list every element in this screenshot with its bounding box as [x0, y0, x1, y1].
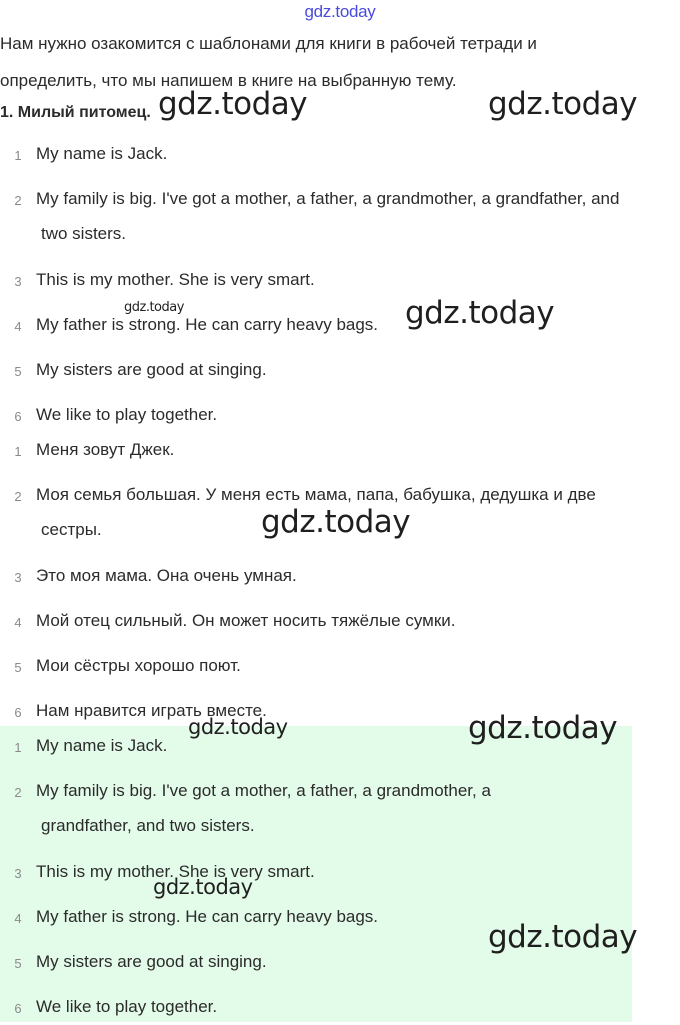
- line-text: Моя семья большая. У меня есть мама, папа, бабушка, дедушка и две: [36, 485, 596, 504]
- line-number: 1: [14, 444, 22, 459]
- list-item: [0, 313, 680, 343]
- site-header-link[interactable]: gdz.today: [304, 2, 376, 21]
- line-text: My family is big. I've got a mother, a father, a grandmother, a: [36, 781, 491, 800]
- line-number: 1: [14, 148, 22, 163]
- line-text: Нам нравится играть вместе.: [36, 701, 267, 720]
- line-continuation: сестры.: [41, 520, 102, 539]
- line-text: My sisters are good at singing.: [36, 952, 267, 971]
- list-item: [0, 564, 680, 594]
- line-text: My sisters are good at singing.: [36, 360, 267, 379]
- line-number: 6: [14, 705, 22, 720]
- line-number: 2: [14, 785, 22, 800]
- line-continuation: two sisters.: [41, 224, 127, 243]
- watermark: gdz.today: [158, 86, 308, 122]
- watermark: gdz.today: [488, 86, 638, 122]
- line-number: 5: [14, 364, 22, 379]
- line-number: 6: [14, 1001, 22, 1016]
- list-item: [0, 438, 680, 468]
- line-text: Мои сёстры хорошо поют.: [36, 656, 241, 675]
- line-number: 4: [14, 615, 22, 630]
- list-item: [0, 779, 680, 809]
- line-text: Это моя мама. Она очень умная.: [36, 566, 297, 585]
- line-continuation: grandfather, and two sisters.: [41, 816, 255, 835]
- line-text: My family is big. I've got a mother, a father, a grandmother, a grandfather, and: [36, 189, 620, 208]
- list-item: [0, 995, 680, 1025]
- intro-line-1: Нам нужно озакомится с шаблонами для книги в рабочей тетради и: [0, 34, 537, 53]
- line-text: My name is Jack.: [36, 144, 168, 163]
- line-number: 5: [14, 660, 22, 675]
- line-number: 2: [14, 489, 22, 504]
- watermark: gdz.today: [488, 919, 638, 955]
- line-text: My name is Jack.: [36, 736, 168, 755]
- line-number: 3: [14, 570, 22, 585]
- watermark: gdz.today: [153, 875, 253, 899]
- line-number: 3: [14, 866, 22, 881]
- list-item: [0, 268, 680, 298]
- line-number: 3: [14, 274, 22, 289]
- line-number: 6: [14, 409, 22, 424]
- intro-line-2: определить, что мы напишем в книге на выбранную тему.: [0, 71, 457, 90]
- line-number: 4: [14, 319, 22, 334]
- line-text: This is my mother. She is very smart.: [36, 862, 315, 881]
- line-text: Меня зовут Джек.: [36, 440, 175, 459]
- line-number: 4: [14, 911, 22, 926]
- line-text: We like to play together.: [36, 405, 218, 424]
- watermark: gdz.today: [261, 504, 411, 540]
- watermark: gdz.today: [188, 715, 288, 739]
- list-item: [0, 358, 680, 388]
- list-item: [0, 187, 680, 217]
- watermark: gdz.today: [468, 710, 618, 746]
- watermark: gdz.today: [405, 295, 555, 331]
- list-item: [0, 403, 680, 433]
- list-item: [0, 142, 680, 172]
- section-heading: 1. Милый питомец.: [0, 104, 151, 121]
- line-number: 2: [14, 193, 22, 208]
- watermark: gdz.today: [124, 300, 184, 315]
- line-text: This is my mother. She is very smart.: [36, 270, 315, 289]
- line-number: 5: [14, 956, 22, 971]
- line-text: We like to play together.: [36, 997, 218, 1016]
- line-text: My father is strong. He can carry heavy bags.: [36, 315, 379, 334]
- list-item: [0, 860, 680, 890]
- list-item: [0, 609, 680, 639]
- line-text: Мой отец сильный. Он может носить тяжёлые сумки.: [36, 611, 456, 630]
- line-number: 1: [14, 740, 22, 755]
- list-item: [0, 654, 680, 684]
- line-text: My father is strong. He can carry heavy bags.: [36, 907, 379, 926]
